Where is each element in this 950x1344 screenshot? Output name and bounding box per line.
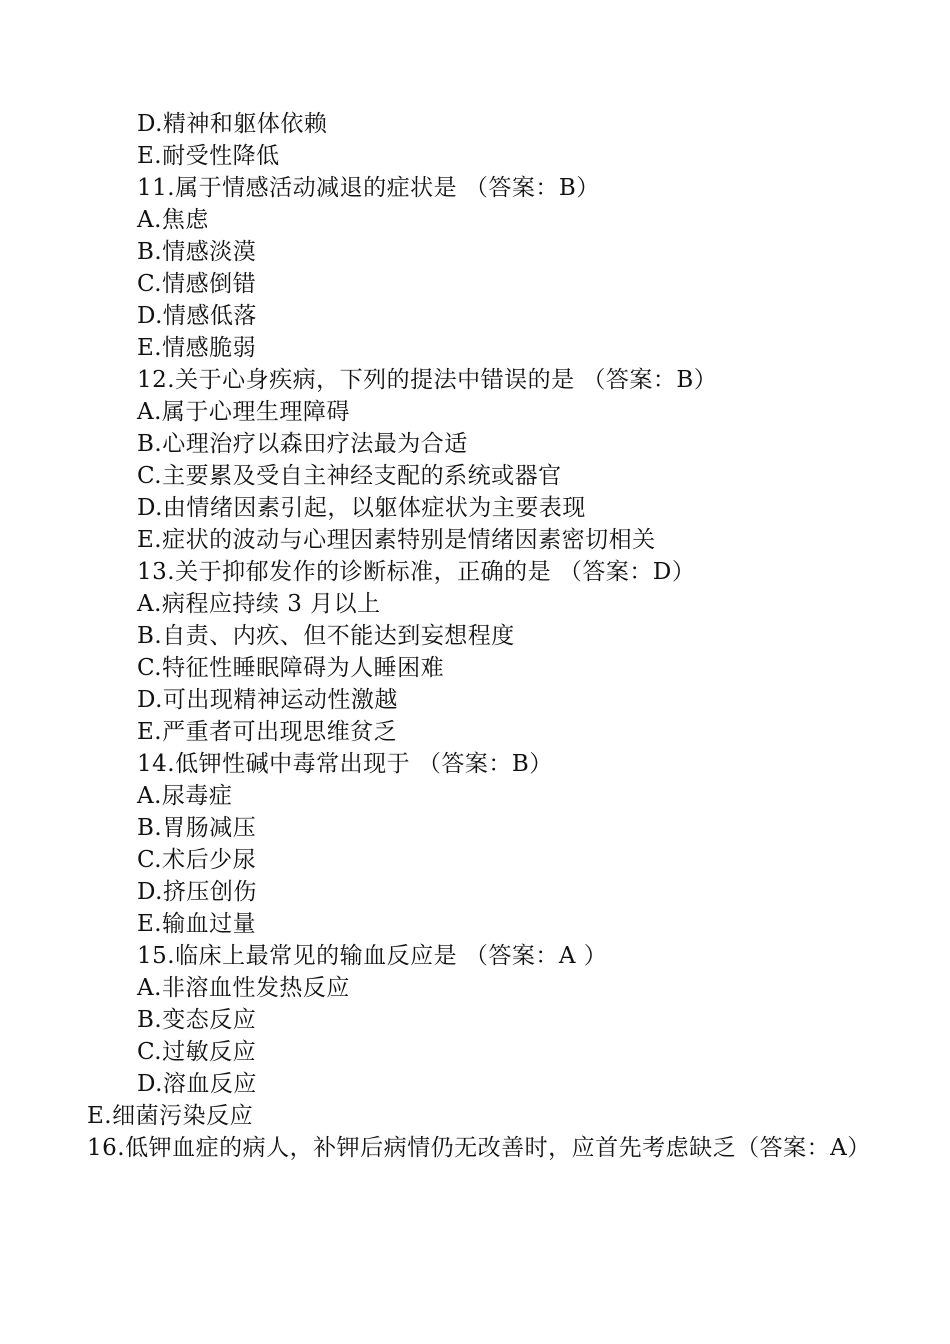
option-line: B.自责、内疚、但不能达到妄想程度: [137, 623, 515, 649]
option-line: D.由情绪因素引起，以躯体症状为主要表现: [137, 495, 586, 521]
option-line: A.焦虑: [137, 207, 209, 233]
option-line: E.输血过量: [137, 911, 257, 937]
option-line: C.主要累及受自主神经支配的系统或器官: [137, 463, 562, 489]
option-line: C.情感倒错: [137, 271, 257, 297]
option-line: C.过敏反应: [137, 1039, 257, 1065]
option-line: D.挤压创伤: [137, 879, 257, 905]
option-line: E.严重者可出现思维贫乏: [137, 719, 398, 745]
option-line: E.情感脆弱: [137, 335, 257, 361]
option-line: B.情感淡漠: [137, 239, 257, 265]
option-line: B.心理治疗以森田疗法最为合适: [137, 431, 468, 457]
option-line: D.情感低落: [137, 303, 257, 329]
option-line: A.属于心理生理障碍: [137, 399, 350, 425]
question-line: 13.关于抑郁发作的诊断标准，正确的是 （答案：D）: [137, 559, 696, 585]
question-line: 14.低钾性碱中毒常出现于 （答案：B）: [137, 751, 553, 777]
question-line: 11.属于情感活动减退的症状是 （答案：B）: [137, 175, 600, 201]
option-line: B.变态反应: [137, 1007, 257, 1033]
option-line: E.耐受性降低: [137, 143, 280, 169]
document-body: [0, 108, 950, 1164]
option-line: E.症状的波动与心理因素特别是情绪因素密切相关: [137, 527, 656, 553]
option-line: C.特征性睡眠障碍为人睡困难: [137, 655, 445, 681]
option-line: A.病程应持续 3 月以上: [137, 591, 381, 617]
question-16-paragraph: 16.低钾血症的病人，补钾后病情仍无改善时，应首先考虑缺乏（答案：A）: [87, 1135, 871, 1161]
option-line: B.胃肠减压: [137, 815, 257, 841]
question-line: 12.关于心身疾病，下列的提法中错误的是 （答案：B）: [137, 367, 718, 393]
option-line: D.溶血反应: [137, 1071, 257, 1097]
option-line: A.尿毒症: [137, 783, 233, 809]
option-line: D.可出现精神运动性激越: [137, 687, 398, 713]
question-line: 15.临床上最常见的输血反应是 （答案：A ）: [137, 943, 608, 969]
option-line: D.精神和躯体依赖: [137, 111, 328, 137]
option-line: C.术后少尿: [137, 847, 257, 873]
option-line: E.细菌污染反应: [87, 1103, 254, 1129]
option-line: A.非溶血性发热反应: [137, 975, 350, 1001]
